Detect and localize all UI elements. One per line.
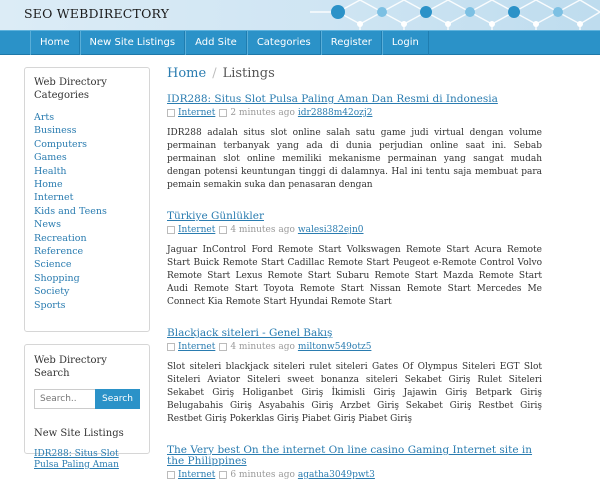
categories-heading: Web Directory Categories [34, 77, 107, 101]
folder-icon [167, 471, 175, 479]
listing-category[interactable]: Internet [178, 225, 216, 235]
search-form [34, 389, 140, 409]
nav-register[interactable]: Register [321, 31, 382, 55]
listing-category[interactable]: Internet [178, 342, 216, 352]
site-header [0, 0, 600, 30]
categories-panel [24, 67, 150, 332]
category-link[interactable]: Sports [34, 299, 66, 311]
listing-meta [167, 469, 542, 481]
breadcrumb-home[interactable]: Home [167, 66, 207, 81]
main-nav [0, 30, 600, 55]
listing-category[interactable]: Internet [178, 108, 216, 118]
category-list [34, 111, 140, 312]
listing-user[interactable]: agatha3049pwt3 [297, 470, 375, 480]
listing-user[interactable]: walesi382ejn0 [297, 225, 364, 235]
category-link[interactable]: News [34, 219, 61, 231]
folder-icon [167, 343, 175, 351]
listing-title[interactable]: IDR288: Situs Slot Pulsa Paling Aman Dan Resmi di Indonesia [167, 93, 498, 105]
main-content [167, 66, 542, 500]
listing-description: IDR288 adalah situs slot online salah satu game judi virtual dengan volume permainan terbanyak yang ada di dunia perjudian online saat ini. Sebab permainan slot online memiliki mekanisme permainan yang sangat mudah dengan potensi keuntungan tinggi di dalamnya. Hal ini tentu saja membuat para pemain semakin suka dan penasaran dengan [167, 128, 542, 190]
breadcrumb-separator: / [212, 66, 217, 81]
listing-time: 4 minutes ago [230, 225, 295, 235]
new-listings-heading: New Site Listings [34, 428, 124, 439]
category-link[interactable]: Kids and Teens [34, 205, 107, 217]
listing-user[interactable]: idr2888m42ozj2 [297, 108, 373, 118]
breadcrumb [167, 66, 542, 81]
search-button[interactable]: Search [95, 389, 140, 409]
listing-category[interactable]: Internet [178, 470, 216, 480]
calendar-icon [219, 109, 227, 117]
folder-icon [167, 226, 175, 234]
header-decoration-icon [300, 0, 600, 30]
category-link[interactable]: Games [34, 152, 67, 164]
breadcrumb-current: Listings [222, 66, 275, 81]
listing-title[interactable]: Türkiye Günlükler [167, 210, 264, 222]
listing-meta [167, 224, 542, 236]
listing-meta [167, 341, 542, 353]
calendar-icon [219, 226, 227, 234]
listing-meta [167, 107, 542, 119]
list-item [167, 328, 542, 426]
listing-title[interactable]: Blackjack siteleri - Genel Bakış [167, 327, 333, 339]
category-link[interactable]: Reference [34, 246, 84, 258]
listing-time: 4 minutes ago [230, 342, 295, 352]
listing-time: 6 minutes ago [230, 470, 295, 480]
category-link[interactable]: Internet [34, 192, 74, 204]
site-title[interactable]: SEO WEBDIRECTORY [24, 6, 170, 21]
category-link[interactable]: Business [34, 125, 77, 137]
calendar-icon [219, 471, 227, 479]
folder-icon [167, 109, 175, 117]
category-link[interactable]: Recreation [34, 232, 87, 244]
search-heading: Web Directory Search [34, 355, 107, 379]
category-link[interactable]: Health [34, 165, 67, 177]
new-listing-link[interactable]: IDR288: Situs Slot Pulsa Paling Aman [34, 449, 119, 470]
nav-add-site[interactable]: Add Site [185, 31, 247, 55]
category-link[interactable]: Home [34, 179, 63, 191]
category-link[interactable]: Shopping [34, 272, 80, 284]
nav-login[interactable]: Login [382, 31, 429, 55]
nav-categories[interactable]: Categories [247, 31, 321, 55]
listing-description: Jaguar InControl Ford Remote Start Volkswagen Remote Start Acura Remote Start Buick Remote Start Cadillac Remote Start Peugeot e-Remote Control Volvo Remote Start Lexus Remote Start Subaru Remote Start Mazda Remote Start Audi Remote Start Toyota Remote Start Nissan Remote Start Mercedes Me Connect Kia Remote Start Hyundai Remote Start [167, 245, 542, 307]
nav-home[interactable]: Home [30, 31, 80, 55]
search-input[interactable] [34, 389, 95, 409]
listing-title[interactable]: The Very best On the internet On line casino Gaming Internet site in the Philippines [167, 444, 533, 467]
list-item [167, 94, 542, 192]
category-link[interactable]: Arts [34, 112, 55, 123]
listing-user[interactable]: miltonw549otz5 [297, 342, 372, 352]
category-link[interactable]: Science [34, 259, 72, 271]
search-panel [24, 344, 150, 470]
listing-time: 2 minutes ago [230, 108, 295, 118]
category-link[interactable]: Society [34, 286, 70, 298]
listing-description: Slot siteleri blackjack siteleri rulet siteleri Gates Of Olympus Siteleri EGT Slot Siteleri Aviator Siteleri sweet bonanza siteleri Sekabet Giriş Rulet Siteleri Sekabet Giriş Holiganbet Giriş İkimisli Giriş Jajawin Giriş Betpark Giriş Belugabahis Giriş Asyabahis Giriş Arzbet Giriş Sekabet Giriş Restbet Giriş Restbet Giriş Pokerklas Giriş Piabet Giriş Piabet Giriş [167, 362, 542, 424]
list-item [167, 211, 542, 309]
nav-new-site-listings[interactable]: New Site Listings [80, 31, 186, 55]
calendar-icon [219, 343, 227, 351]
list-item [167, 445, 542, 481]
category-link[interactable]: Computers [34, 138, 88, 150]
